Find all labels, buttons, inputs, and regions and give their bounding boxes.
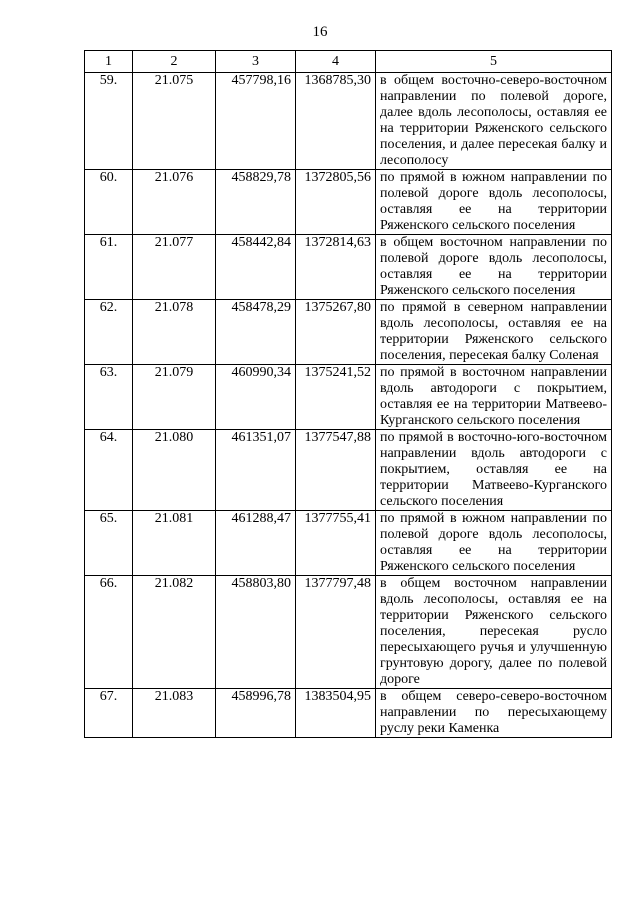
row-number: 63. bbox=[85, 365, 133, 430]
point-code: 21.075 bbox=[133, 73, 216, 170]
table-row bbox=[85, 235, 612, 300]
coordinate-x: 457798,16 bbox=[216, 73, 296, 170]
table-row bbox=[85, 576, 612, 689]
row-number: 65. bbox=[85, 511, 133, 576]
coordinate-y: 1375267,80 bbox=[296, 300, 376, 365]
row-number: 60. bbox=[85, 170, 133, 235]
boundary-description: по прямой в южном направлении по полевой дороге вдоль лесополосы, оставляя ее на территории Ряженского сельского поселения bbox=[376, 511, 612, 576]
point-code: 21.080 bbox=[133, 430, 216, 511]
boundary-description: в общем восточном направлении вдоль лесополосы, оставляя ее на территории Ряженского сельского поселения, пересекая русло пересыхающего ручья и улучшенную грунтовую дорогу, далее по полевой дороге bbox=[376, 576, 612, 689]
row-number: 67. bbox=[85, 689, 133, 738]
row-number: 61. bbox=[85, 235, 133, 300]
coordinate-y: 1372805,56 bbox=[296, 170, 376, 235]
header-col-2: 2 bbox=[133, 51, 216, 73]
coordinate-y: 1372814,63 bbox=[296, 235, 376, 300]
boundary-description: в общем северо-северо-восточном направлении по пересыхающему руслу реки Каменка bbox=[376, 689, 612, 738]
coordinate-y: 1377755,41 bbox=[296, 511, 376, 576]
boundary-description: в общем восточном направлении по полевой дороге вдоль лесополосы, оставляя ее на территории Ряженского сельского поселения bbox=[376, 235, 612, 300]
boundary-description: по прямой в восточном направлении вдоль автодороги с покрытием, оставляя ее на территории Матвеево-Курганского сельского поселения bbox=[376, 365, 612, 430]
point-code: 21.083 bbox=[133, 689, 216, 738]
row-number: 62. bbox=[85, 300, 133, 365]
table-row bbox=[85, 170, 612, 235]
coordinate-x: 458478,29 bbox=[216, 300, 296, 365]
coordinate-x: 461351,07 bbox=[216, 430, 296, 511]
boundary-description: по прямой в восточно-юго-восточном направлении вдоль автодороги с покрытием, оставляя ее на территории Матвеево-Курганского сельского поселения bbox=[376, 430, 612, 511]
point-code: 21.077 bbox=[133, 235, 216, 300]
page-number: 16 bbox=[312, 24, 328, 40]
row-number: 59. bbox=[85, 73, 133, 170]
point-code: 21.079 bbox=[133, 365, 216, 430]
boundary-description: в общем восточно-северо-восточном направлении по полевой дороге, далее вдоль лесополосы, оставляя ее на территории Ряженского сельского поселения, и далее пересекая балку и лесополосу bbox=[376, 73, 612, 170]
coordinate-y: 1383504,95 bbox=[296, 689, 376, 738]
header-col-4: 4 bbox=[296, 51, 376, 73]
coordinate-x: 461288,47 bbox=[216, 511, 296, 576]
coordinate-x: 458442,84 bbox=[216, 235, 296, 300]
point-code: 21.081 bbox=[133, 511, 216, 576]
row-number: 64. bbox=[85, 430, 133, 511]
coordinate-y: 1377797,48 bbox=[296, 576, 376, 689]
boundary-description: по прямой в северном направлении вдоль лесополосы, оставляя ее на территории Ряженского сельского поселения, пересекая балку Соленая bbox=[376, 300, 612, 365]
coordinate-y: 1375241,52 bbox=[296, 365, 376, 430]
table-row bbox=[85, 300, 612, 365]
coordinate-y: 1368785,30 bbox=[296, 73, 376, 170]
boundary-points-table bbox=[84, 50, 612, 738]
point-code: 21.076 bbox=[133, 170, 216, 235]
table-row bbox=[85, 511, 612, 576]
coordinate-x: 458996,78 bbox=[216, 689, 296, 738]
point-code: 21.082 bbox=[133, 576, 216, 689]
header-col-5: 5 bbox=[376, 51, 612, 73]
row-number: 66. bbox=[85, 576, 133, 689]
coordinate-x: 458829,78 bbox=[216, 170, 296, 235]
boundary-description: по прямой в южном направлении по полевой дороге вдоль лесополосы, оставляя ее на территории Ряженского сельского поселения bbox=[376, 170, 612, 235]
table-row bbox=[85, 73, 612, 170]
header-col-1: 1 bbox=[85, 51, 133, 73]
table-row bbox=[85, 365, 612, 430]
table-row bbox=[85, 430, 612, 511]
table-row bbox=[85, 689, 612, 738]
coordinate-x: 460990,34 bbox=[216, 365, 296, 430]
header-col-3: 3 bbox=[216, 51, 296, 73]
table-header-row bbox=[85, 51, 612, 73]
point-code: 21.078 bbox=[133, 300, 216, 365]
coordinate-x: 458803,80 bbox=[216, 576, 296, 689]
coordinate-y: 1377547,88 bbox=[296, 430, 376, 511]
